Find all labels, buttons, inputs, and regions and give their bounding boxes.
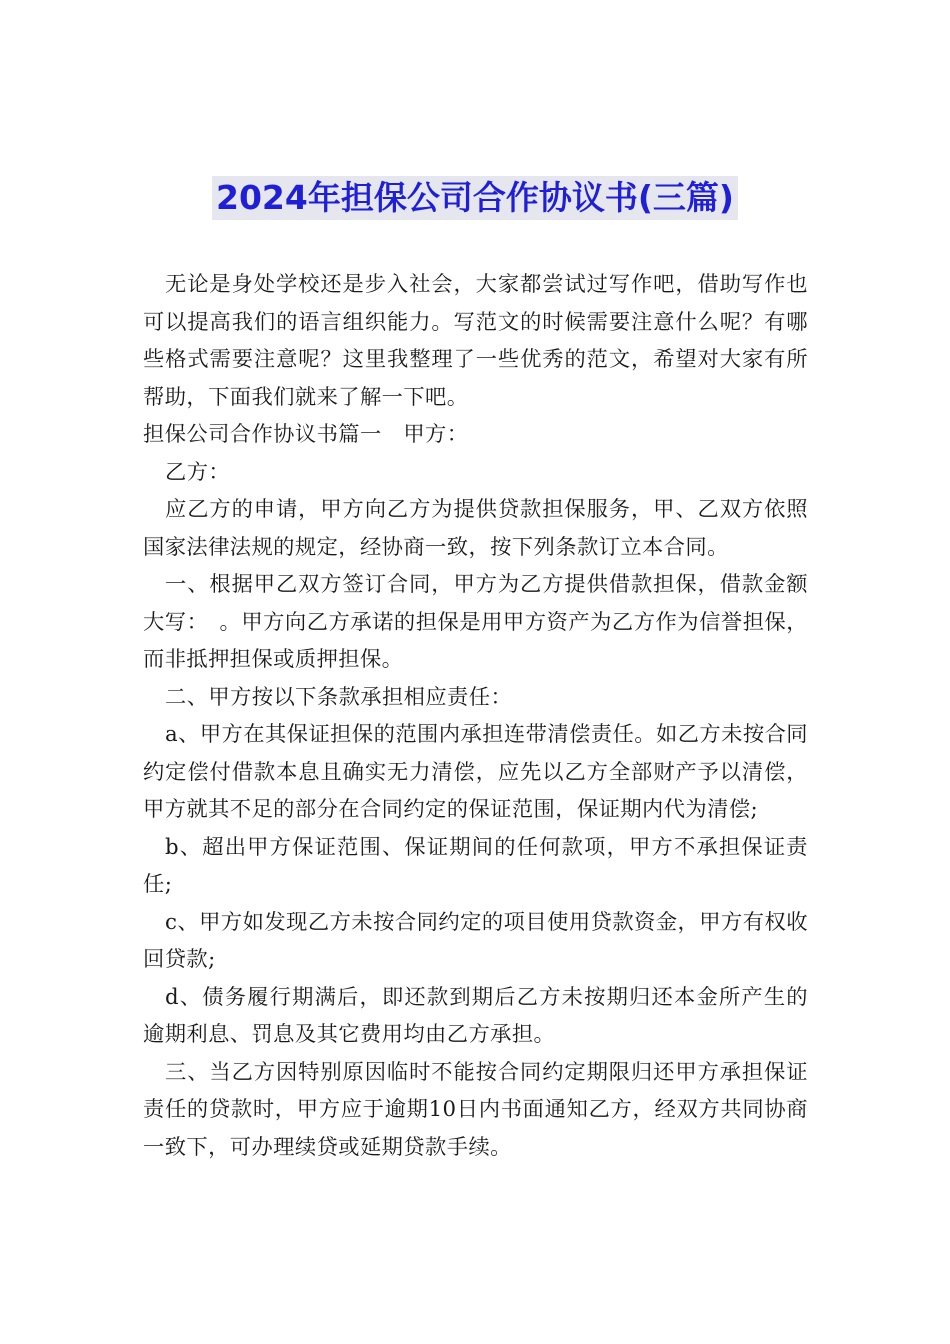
preamble-paragraph: 应乙方的申请，甲方向乙方为提供贷款担保服务，甲、乙双方依照国家法律法规的规定，经协商一致，按下列条款订立本合同。 <box>143 497 808 560</box>
clause-2b: b、超出甲方保证范围、保证期间的任何款项，甲方不承担保证责任; <box>143 834 808 897</box>
party-b-line: 乙方： <box>165 459 231 485</box>
title-container <box>0 176 950 220</box>
clause-2-heading: 二、甲方按以下条款承担相应责任： <box>165 684 513 710</box>
document-body <box>143 266 808 1166</box>
clause-2a: a、甲方在其保证担保的范围内承担连带清偿责任。如乙方未按合同约定偿付借款本息且确实无力清偿，应先以乙方全部财产予以清偿，甲方就其不足的部分在合同约定的保证范围，保证期内代为清偿; <box>143 722 808 822</box>
clause-2d: d、债务履行期满后，即还款到期后乙方未按期归还本金所产生的逾期利息、罚息及其它费用均由乙方承担。 <box>143 984 808 1047</box>
intro-paragraph: 无论是身处学校还是步入社会，大家都尝试过写作吧，借助写作也可以提高我们的语言组织能力。写范文的时候需要注意什么呢？有哪些格式需要注意呢？这里我整理了一些优秀的范文，希望对大家有所帮助，下面我们就来了解一下吧。 <box>143 272 808 410</box>
section-heading: 担保公司合作协议书篇一 甲方： <box>143 422 469 447</box>
document-title: 2024年担保公司合作协议书(三篇) <box>212 176 738 220</box>
clause-1: 一、根据甲乙双方签订合同，甲方为乙方提供借款担保，借款金额大写： 。甲方向乙方承诺的担保是用甲方资产为乙方作为信誉担保，而非抵押担保或质押担保。 <box>143 572 808 672</box>
clause-3: 三、当乙方因特别原因临时不能按合同约定期限归还甲方承担保证责任的贷款时，甲方应于逾期10日内书面通知乙方，经双方共同协商一致下，可办理续贷或延期贷款手续。 <box>143 1059 808 1160</box>
clause-2c: c、甲方如发现乙方未按合同约定的项目使用贷款资金，甲方有权收回贷款; <box>143 909 808 972</box>
